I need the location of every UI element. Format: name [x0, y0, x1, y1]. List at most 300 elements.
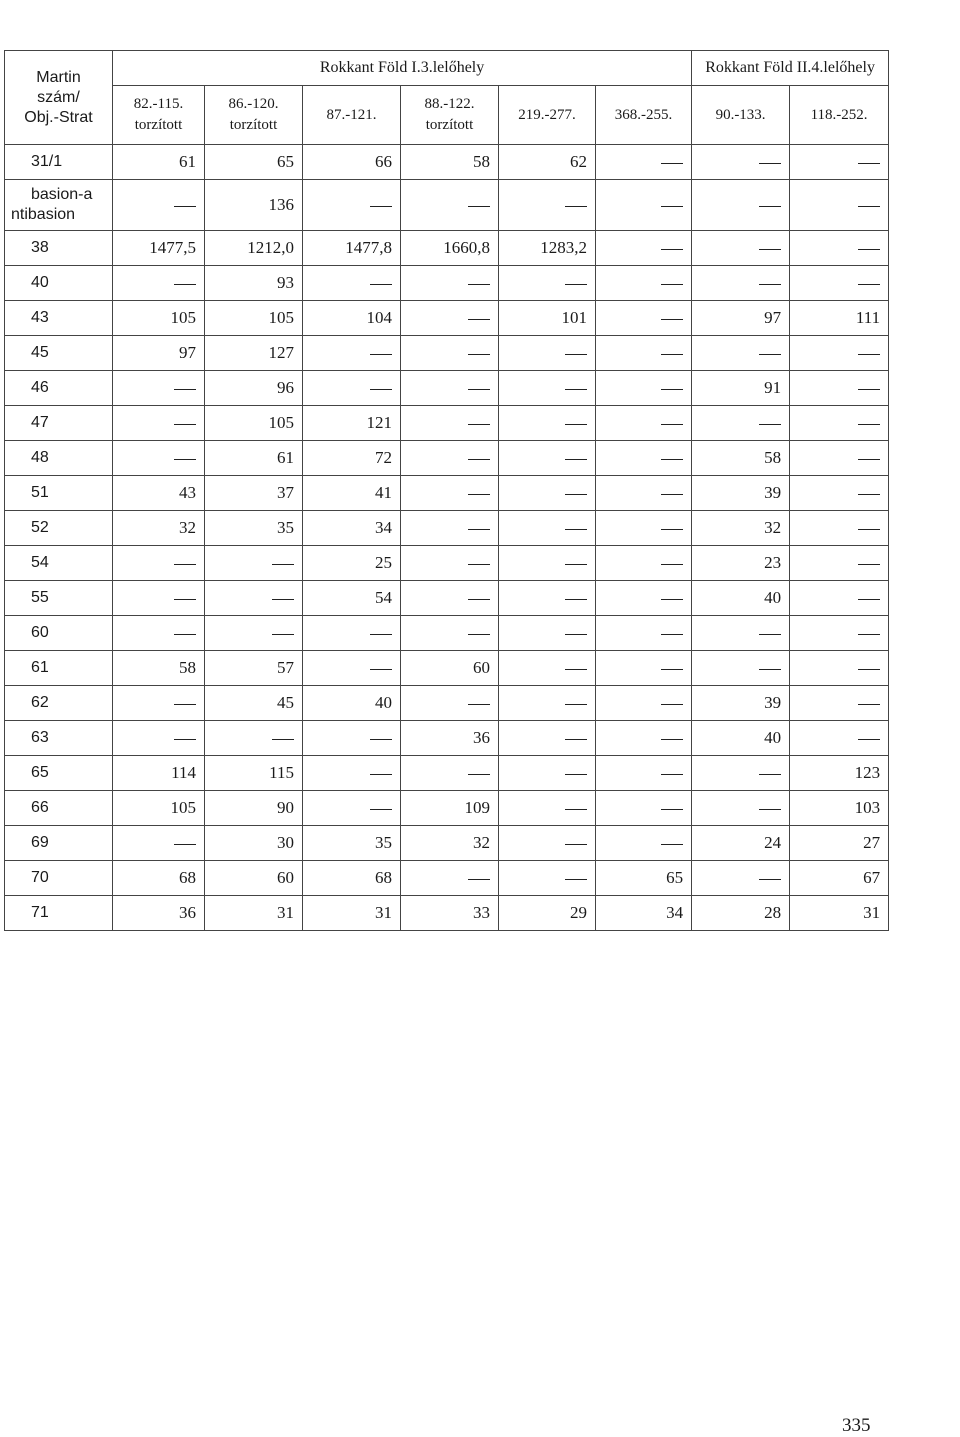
table-cell — [596, 616, 692, 651]
dash-mark — [759, 206, 781, 207]
table-cell — [790, 511, 889, 546]
table-cell — [692, 756, 790, 791]
dash-mark — [565, 879, 587, 880]
table-cell — [401, 406, 499, 441]
table-cell — [499, 406, 596, 441]
table-cell: 27 — [790, 826, 889, 861]
table-cell — [113, 406, 205, 441]
dash-mark — [661, 809, 683, 810]
row-label: 66 — [5, 791, 113, 826]
dash-mark — [565, 739, 587, 740]
table-cell — [790, 546, 889, 581]
table-row — [5, 546, 889, 581]
table-cell — [499, 266, 596, 301]
dash-mark — [565, 564, 587, 565]
table-cell: 127 — [205, 336, 303, 371]
row-label: 31/1 — [5, 145, 113, 180]
dash-mark — [468, 564, 490, 565]
dash-mark — [370, 669, 392, 670]
column-header — [113, 86, 205, 145]
table-cell: 90 — [205, 791, 303, 826]
dash-mark — [661, 669, 683, 670]
dash-mark — [565, 206, 587, 207]
table-row — [5, 145, 889, 180]
dash-mark — [565, 389, 587, 390]
row-label: 65 — [5, 756, 113, 791]
dash-mark — [661, 564, 683, 565]
column-header — [303, 86, 401, 145]
table-cell — [790, 651, 889, 686]
dash-mark — [174, 844, 196, 845]
dash-mark — [468, 879, 490, 880]
table-cell: 31 — [790, 896, 889, 931]
dash-mark — [468, 529, 490, 530]
column-id: 86.-120. — [228, 96, 279, 112]
table-cell — [692, 336, 790, 371]
table-cell: 91 — [692, 371, 790, 406]
dash-mark — [759, 284, 781, 285]
table-cell: 97 — [113, 336, 205, 371]
table-cell: 114 — [113, 756, 205, 791]
dash-mark — [174, 564, 196, 565]
dash-mark — [858, 206, 880, 207]
table-row — [5, 336, 889, 371]
table-cell: 45 — [205, 686, 303, 721]
table-row — [5, 791, 889, 826]
table-cell — [596, 371, 692, 406]
column-header — [205, 86, 303, 145]
row-label: 60 — [5, 616, 113, 651]
dash-mark — [174, 389, 196, 390]
row-label: 51 — [5, 476, 113, 511]
table-row — [5, 826, 889, 861]
table-cell — [113, 686, 205, 721]
table-row — [5, 721, 889, 756]
table-cell — [499, 180, 596, 231]
table-cell — [303, 180, 401, 231]
table-cell — [303, 371, 401, 406]
table-cell — [303, 791, 401, 826]
dash-mark — [468, 389, 490, 390]
dash-mark — [661, 634, 683, 635]
table-cell — [692, 861, 790, 896]
dash-mark — [468, 206, 490, 207]
table-cell — [692, 145, 790, 180]
dash-mark — [858, 284, 880, 285]
table-cell: 105 — [205, 406, 303, 441]
table-cell — [499, 511, 596, 546]
dash-mark — [370, 634, 392, 635]
column-header — [596, 86, 692, 145]
table-cell: 68 — [303, 861, 401, 896]
table-cell: 1212,0 — [205, 231, 303, 266]
table-cell: 39 — [692, 476, 790, 511]
dash-mark — [174, 459, 196, 460]
table-cell — [596, 301, 692, 336]
table-cell — [692, 406, 790, 441]
table-cell: 1660,8 — [401, 231, 499, 266]
dash-mark — [565, 494, 587, 495]
dash-mark — [565, 844, 587, 845]
dash-mark — [661, 704, 683, 705]
table-cell — [113, 180, 205, 231]
dash-mark — [661, 844, 683, 845]
row-label-line: ntibasion — [11, 206, 76, 223]
table-row — [5, 581, 889, 616]
table-cell — [499, 791, 596, 826]
table-cell: 40 — [692, 721, 790, 756]
table-cell — [596, 406, 692, 441]
table-row — [5, 371, 889, 406]
row-label: 38 — [5, 231, 113, 266]
table-cell — [499, 581, 596, 616]
table-cell: 36 — [401, 721, 499, 756]
row-label: 48 — [5, 441, 113, 476]
table-cell: 36 — [113, 896, 205, 931]
table-cell — [790, 476, 889, 511]
table-cell — [113, 371, 205, 406]
dash-mark — [370, 389, 392, 390]
table-cell: 40 — [692, 581, 790, 616]
group-header-site-1: Rokkant Föld I.3.lelőhely — [113, 51, 692, 86]
dash-mark — [174, 206, 196, 207]
table-cell — [499, 721, 596, 756]
table-cell — [596, 441, 692, 476]
dash-mark — [661, 389, 683, 390]
table-cell — [596, 476, 692, 511]
table-cell — [303, 616, 401, 651]
dash-mark — [858, 389, 880, 390]
dash-mark — [468, 774, 490, 775]
dash-mark — [759, 163, 781, 164]
dash-mark — [661, 354, 683, 355]
dash-mark — [759, 809, 781, 810]
dash-mark — [468, 599, 490, 600]
table-cell — [303, 756, 401, 791]
dash-mark — [272, 564, 294, 565]
table-cell — [113, 266, 205, 301]
table-cell: 60 — [401, 651, 499, 686]
table-cell — [790, 231, 889, 266]
dash-mark — [858, 459, 880, 460]
table-cell — [596, 180, 692, 231]
table-cell: 33 — [401, 896, 499, 931]
row-label: 40 — [5, 266, 113, 301]
column-header — [401, 86, 499, 145]
table-cell — [499, 861, 596, 896]
table-cell: 35 — [205, 511, 303, 546]
table-cell: 32 — [113, 511, 205, 546]
table-cell: 66 — [303, 145, 401, 180]
table-cell: 101 — [499, 301, 596, 336]
dash-mark — [174, 739, 196, 740]
measurements-table — [4, 50, 889, 931]
table-cell: 65 — [596, 861, 692, 896]
dash-mark — [858, 599, 880, 600]
table-cell: 68 — [113, 861, 205, 896]
table-cell: 43 — [113, 476, 205, 511]
row-label-line: basion-a — [31, 186, 93, 203]
table-cell — [499, 371, 596, 406]
table-cell — [303, 336, 401, 371]
table-cell — [596, 756, 692, 791]
table-cell — [790, 336, 889, 371]
table-cell — [499, 441, 596, 476]
dash-mark — [759, 879, 781, 880]
dash-mark — [468, 354, 490, 355]
dash-mark — [858, 163, 880, 164]
table-cell: 41 — [303, 476, 401, 511]
table-row — [5, 861, 889, 896]
table-cell — [790, 266, 889, 301]
dash-mark — [759, 354, 781, 355]
dash-mark — [565, 529, 587, 530]
dash-mark — [174, 634, 196, 635]
table-body — [5, 145, 889, 931]
table-row — [5, 476, 889, 511]
table-cell — [401, 756, 499, 791]
table-cell: 37 — [205, 476, 303, 511]
table-cell: 31 — [205, 896, 303, 931]
table-cell — [596, 826, 692, 861]
dash-mark — [468, 459, 490, 460]
table-cell — [303, 651, 401, 686]
table-cell — [303, 266, 401, 301]
table-cell — [401, 686, 499, 721]
table-row — [5, 651, 889, 686]
dash-mark — [565, 669, 587, 670]
corner-header — [5, 51, 113, 145]
table-cell: 97 — [692, 301, 790, 336]
row-label: 52 — [5, 511, 113, 546]
dash-mark — [661, 739, 683, 740]
table-row — [5, 266, 889, 301]
row-label — [5, 180, 113, 231]
corner-label-line-3: Obj.-Strat — [24, 108, 93, 126]
table-cell — [596, 581, 692, 616]
dash-mark — [661, 459, 683, 460]
table-cell — [113, 826, 205, 861]
table-cell — [113, 581, 205, 616]
page-number: 335 — [842, 1415, 871, 1436]
row-label: 71 — [5, 896, 113, 931]
table-cell — [596, 791, 692, 826]
table-cell — [303, 721, 401, 756]
corner-label-line-2: szám/ — [37, 88, 80, 106]
table-cell — [499, 756, 596, 791]
table-cell: 105 — [113, 301, 205, 336]
table-cell — [499, 686, 596, 721]
dash-mark — [661, 249, 683, 250]
table-cell: 60 — [205, 861, 303, 896]
dash-mark — [661, 163, 683, 164]
table-cell: 29 — [499, 896, 596, 931]
table-row — [5, 441, 889, 476]
table-cell — [113, 616, 205, 651]
table-cell: 25 — [303, 546, 401, 581]
table-row — [5, 511, 889, 546]
table-cell: 96 — [205, 371, 303, 406]
table-cell: 62 — [499, 145, 596, 180]
dash-mark — [661, 206, 683, 207]
table-cell: 72 — [303, 441, 401, 476]
table-cell — [499, 826, 596, 861]
table-cell — [205, 546, 303, 581]
table-cell — [596, 231, 692, 266]
table-cell — [596, 721, 692, 756]
table-cell — [113, 441, 205, 476]
table-cell — [790, 371, 889, 406]
dash-mark — [858, 564, 880, 565]
dash-mark — [370, 206, 392, 207]
table-cell: 61 — [113, 145, 205, 180]
column-id: 82.-115. — [133, 96, 184, 112]
row-label: 54 — [5, 546, 113, 581]
table-cell — [499, 546, 596, 581]
column-header — [790, 86, 889, 145]
table-cell: 115 — [205, 756, 303, 791]
table-row — [5, 406, 889, 441]
table-cell: 67 — [790, 861, 889, 896]
dash-mark — [858, 634, 880, 635]
dash-mark — [468, 704, 490, 705]
table-cell — [401, 511, 499, 546]
table-cell — [790, 406, 889, 441]
table-cell — [596, 336, 692, 371]
table-cell: 24 — [692, 826, 790, 861]
column-id: 88.-122. — [424, 96, 475, 112]
table-cell: 136 — [205, 180, 303, 231]
column-id: 90.-133. — [715, 106, 766, 123]
dash-mark — [565, 634, 587, 635]
table-cell — [401, 371, 499, 406]
table-cell: 93 — [205, 266, 303, 301]
dash-mark — [661, 599, 683, 600]
column-id: 87.-121. — [326, 106, 377, 123]
dash-mark — [468, 319, 490, 320]
row-label: 62 — [5, 686, 113, 721]
dash-mark — [565, 354, 587, 355]
row-label: 45 — [5, 336, 113, 371]
table-cell: 54 — [303, 581, 401, 616]
column-note: torzított — [425, 117, 474, 133]
row-label: 55 — [5, 581, 113, 616]
table-cell — [401, 301, 499, 336]
table-cell: 40 — [303, 686, 401, 721]
table-cell: 65 — [205, 145, 303, 180]
table-cell — [113, 546, 205, 581]
dash-mark — [858, 424, 880, 425]
dash-mark — [565, 424, 587, 425]
dash-mark — [858, 704, 880, 705]
row-label: 63 — [5, 721, 113, 756]
dash-mark — [759, 774, 781, 775]
table-cell — [401, 441, 499, 476]
row-label: 70 — [5, 861, 113, 896]
table-cell: 109 — [401, 791, 499, 826]
table-cell — [401, 336, 499, 371]
table-row — [5, 686, 889, 721]
table-cell: 1477,8 — [303, 231, 401, 266]
dash-mark — [174, 704, 196, 705]
table-cell — [596, 651, 692, 686]
table-cell: 34 — [303, 511, 401, 546]
dash-mark — [661, 284, 683, 285]
dash-mark — [759, 669, 781, 670]
table-cell: 58 — [401, 145, 499, 180]
table-cell — [401, 861, 499, 896]
table-row — [5, 231, 889, 266]
table-cell: 1283,2 — [499, 231, 596, 266]
table-row — [5, 756, 889, 791]
table-cell: 28 — [692, 896, 790, 931]
dash-mark — [858, 529, 880, 530]
dash-mark — [661, 774, 683, 775]
dash-mark — [272, 739, 294, 740]
table-cell — [205, 616, 303, 651]
table-cell: 31 — [303, 896, 401, 931]
table-cell — [499, 336, 596, 371]
table-cell: 30 — [205, 826, 303, 861]
dash-mark — [468, 494, 490, 495]
column-header — [499, 86, 596, 145]
dash-mark — [174, 284, 196, 285]
table-row — [5, 616, 889, 651]
column-id: 118.-252. — [810, 106, 868, 123]
dash-mark — [565, 599, 587, 600]
table-cell — [596, 546, 692, 581]
row-label: 46 — [5, 371, 113, 406]
table-cell — [790, 581, 889, 616]
table-cell — [692, 266, 790, 301]
dash-mark — [370, 774, 392, 775]
dash-mark — [174, 599, 196, 600]
table-cell: 32 — [401, 826, 499, 861]
dash-mark — [565, 774, 587, 775]
table-cell: 105 — [113, 791, 205, 826]
dash-mark — [272, 599, 294, 600]
table-cell: 32 — [692, 511, 790, 546]
header-row-columns — [5, 86, 889, 145]
table-cell: 104 — [303, 301, 401, 336]
column-note: torzított — [229, 117, 278, 133]
table-cell — [401, 266, 499, 301]
dash-mark — [858, 249, 880, 250]
table-cell — [596, 145, 692, 180]
table-cell — [692, 651, 790, 686]
table-cell — [401, 581, 499, 616]
dash-mark — [565, 459, 587, 460]
table-cell — [692, 231, 790, 266]
table-cell — [790, 721, 889, 756]
dash-mark — [661, 494, 683, 495]
table-cell: 58 — [113, 651, 205, 686]
dash-mark — [759, 424, 781, 425]
dash-mark — [468, 424, 490, 425]
table-cell — [790, 686, 889, 721]
dash-mark — [174, 424, 196, 425]
table-cell — [401, 180, 499, 231]
dash-mark — [468, 634, 490, 635]
table-cell: 39 — [692, 686, 790, 721]
table-cell: 111 — [790, 301, 889, 336]
header-row-groups — [5, 51, 889, 86]
table-cell — [692, 791, 790, 826]
dash-mark — [370, 809, 392, 810]
table-cell — [401, 476, 499, 511]
dash-mark — [759, 249, 781, 250]
row-label: 69 — [5, 826, 113, 861]
